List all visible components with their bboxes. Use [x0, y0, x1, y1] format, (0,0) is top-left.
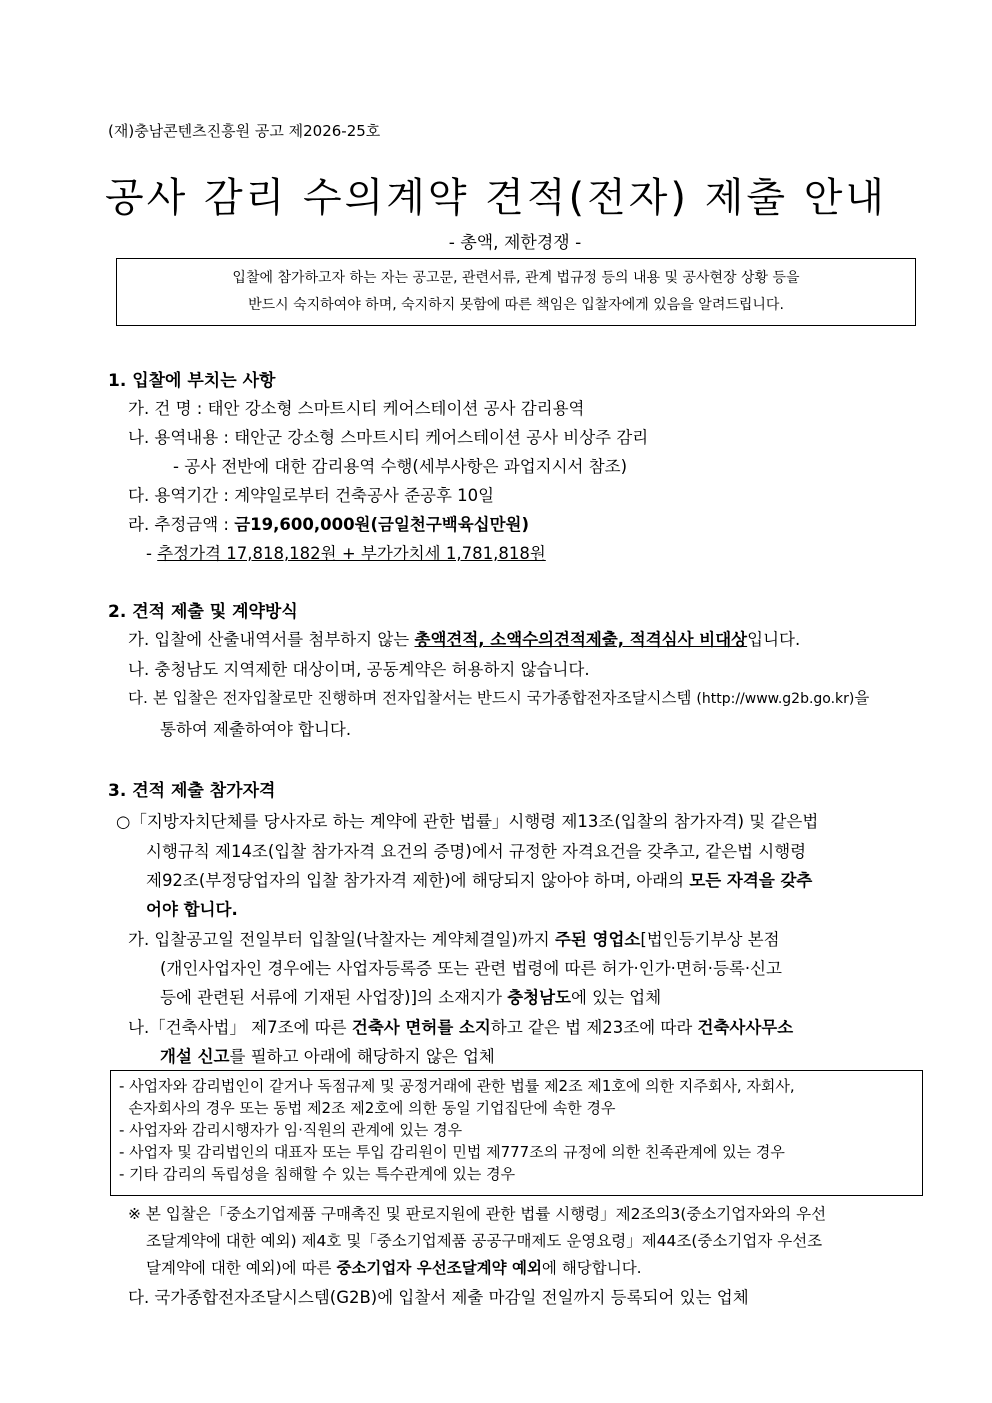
office-emphasis: 건축사사무소	[697, 1018, 794, 1037]
item-da-post: 을	[854, 689, 870, 707]
ga-line3-post: 에 있는 업체	[570, 988, 662, 1007]
registration-emphasis: 개설 신고	[160, 1047, 230, 1066]
ga-line1-post: [법인등기부상 본점	[640, 930, 780, 949]
section-1-item-ra-sub	[146, 540, 546, 564]
qualification-line-3-pre: 제92조(부정당업자의 입찰 참가자격 제한)에 해당되지 않아야 하며, 아래의	[146, 871, 690, 890]
item-da-pre: 다. 본 입찰은 전자입찰로만 진행하며 전자입찰서는 반드시 국가종합전자조달시스템	[128, 689, 697, 707]
note-line-2: 조달계약에 대한 예외) 제4호 및「중소기업제품 공공구매제도 운영요령」제44조(중소기업자 우선조	[146, 1232, 823, 1250]
section-1-heading: 1. 입찰에 부치는 사항	[108, 371, 276, 391]
qualification-line-1: ○「지방자치단체를 당사자로 하는 계약에 관한 법률」시행령 제13조(입찰의 참가자격) 및 같은법	[116, 812, 819, 831]
section-1-item-na: 나. 용역내용 : 태안군 강소형 스마트시티 케어스테이션 공사 비상주 감리	[128, 428, 649, 447]
item-ra-sub-prefix: -	[146, 544, 158, 563]
exclusion-line: - 사업자와 감리법인이 같거나 독점규제 및 공정거래에 관한 법률 제2조 제1호에 의한 지주회사, 자회사,	[119, 1077, 795, 1095]
contract-method-emphasis: 총액견적, 소액수의견적제출, 적격심사 비대상	[414, 630, 748, 649]
intro-line-1: 입찰에 참가하고자 하는 자는 공고문, 관련서류, 관계 법규정 등의 내용 및 공사현장 상황 등을	[232, 270, 800, 286]
page-subtitle: - 총액, 제한경쟁 -	[448, 233, 582, 253]
section-3-item-da: 다. 국가종합전자조달시스템(G2B)에 입찰서 제출 마감일 전일까지 등록되어 있는 업체	[128, 1288, 749, 1307]
item-ga-pre: 가. 입찰에 산출내역서를 첨부하지 않는	[128, 630, 415, 649]
intro-box	[116, 258, 916, 326]
section-1-item-ga: 가. 건 명 : 태안 강소형 스마트시티 케어스테이션 공사 감리용역	[128, 399, 585, 418]
exclusion-line: - 기타 감리의 독립성을 침해할 수 있는 특수관계에 있는 경우	[119, 1165, 516, 1183]
exclusion-line: - 사업자와 감리시행자가 임·직원의 관계에 있는 경우	[119, 1121, 463, 1139]
section-3-heading: 3. 견적 제출 참가자격	[108, 781, 276, 801]
note-line3-post: 에 해당합니다.	[541, 1259, 642, 1277]
section-1-item-ra	[128, 511, 529, 535]
ga-line3-pre: 등에 관련된 서류에 기재된 사업장)]의 소재지가	[160, 988, 508, 1007]
license-emphasis: 건축사 면허를 소지	[351, 1018, 491, 1037]
estimated-amount: 금19,600,000원(금일천구백육십만원)	[234, 515, 530, 534]
exclusion-box	[110, 1070, 923, 1196]
qualification-line-3-bold: 모든 자격을 갖추	[689, 871, 813, 890]
section-2-item-na: 나. 충청남도 지역제한 대상이며, 공동계약은 허용하지 않습니다.	[128, 660, 590, 679]
na-line1-mid: 하고 같은 법 제23조에 따라	[490, 1018, 698, 1037]
notice-number: (재)충남콘텐츠진흥원 공고 제2026-25호	[108, 122, 381, 140]
note-line3-pre: 달계약에 대한 예외)에 따른	[146, 1259, 337, 1277]
qualification-line-3	[146, 867, 812, 891]
section-2-item-da-line2: 통하여 제출하여야 합니다.	[160, 720, 352, 739]
item-ra-label: 라. 추정금액 :	[128, 515, 235, 534]
estimated-price-breakdown: 추정가격 17,818,182원 + 부가가치세 1,781,818원	[157, 544, 546, 563]
main-office-emphasis: 주된 영업소	[554, 930, 641, 949]
na-line1-pre: 나.「건축사법」 제7조에 따른	[128, 1018, 352, 1037]
section-1-item-na-sub: - 공사 전반에 대한 감리용역 수행(세부사항은 과업지시서 참조)	[173, 457, 628, 476]
section-3-item-ga-line-1	[128, 926, 780, 950]
section-3-item-na-line-2	[160, 1043, 495, 1067]
note-line-1: ※ 본 입찰은「중소기업제품 구매촉진 및 판로지원에 관한 법률 시행령」제2조의3(중소기업자와의 우선	[128, 1205, 827, 1223]
section-3-item-ga-line-3	[160, 984, 661, 1008]
g2b-url: (http://www.g2b.go.kr)	[696, 691, 855, 707]
item-ga-post: 입니다.	[747, 630, 801, 649]
section-2-item-ga	[128, 626, 800, 650]
page-title: 공사 감리 수의계약 견적(전자) 제출 안내	[104, 175, 888, 221]
note-line-3	[146, 1256, 642, 1278]
section-1-item-da: 다. 용역기간 : 계약일로부터 건축공사 준공후 10일	[128, 486, 495, 505]
section-2-item-da	[128, 686, 869, 708]
exclusion-line: - 사업자 및 감리법인의 대표자 또는 투입 감리원이 민법 제777조의 규정에 의한 친족관계에 있는 경우	[119, 1143, 785, 1161]
sme-exception-emphasis: 중소기업자 우선조달계약 예외	[336, 1259, 542, 1277]
intro-line-2: 반드시 숙지하여야 하며, 숙지하지 못함에 따른 책임은 입찰자에게 있음을 알려드립니다.	[248, 297, 784, 313]
qualification-line-2: 시행규칙 제14조(입찰 참가자격 요건의 증명)에서 규정한 자격요건을 갖추고, 같은법 시행령	[146, 842, 807, 861]
section-3-item-ga-line-2: (개인사업자인 경우에는 사업자등록증 또는 관련 법령에 따른 허가·인가·면허·등록·신고	[160, 959, 782, 978]
qualification-line-4: 어야 합니다.	[146, 900, 238, 919]
na-line2-post: 를 필하고 아래에 해당하지 않은 업체	[229, 1047, 495, 1066]
ga-line1-pre: 가. 입찰공고일 전일부터 입찰일(낙찰자는 계약체결일)까지	[128, 930, 555, 949]
section-3-item-na-line-1	[128, 1014, 793, 1038]
exclusion-line: 손자회사의 경우 또는 동법 제2조 제2호에 의한 동일 기업집단에 속한 경우	[119, 1099, 616, 1117]
section-2-heading: 2. 견적 제출 및 계약방식	[108, 602, 298, 622]
region-emphasis: 충청남도	[507, 988, 571, 1007]
